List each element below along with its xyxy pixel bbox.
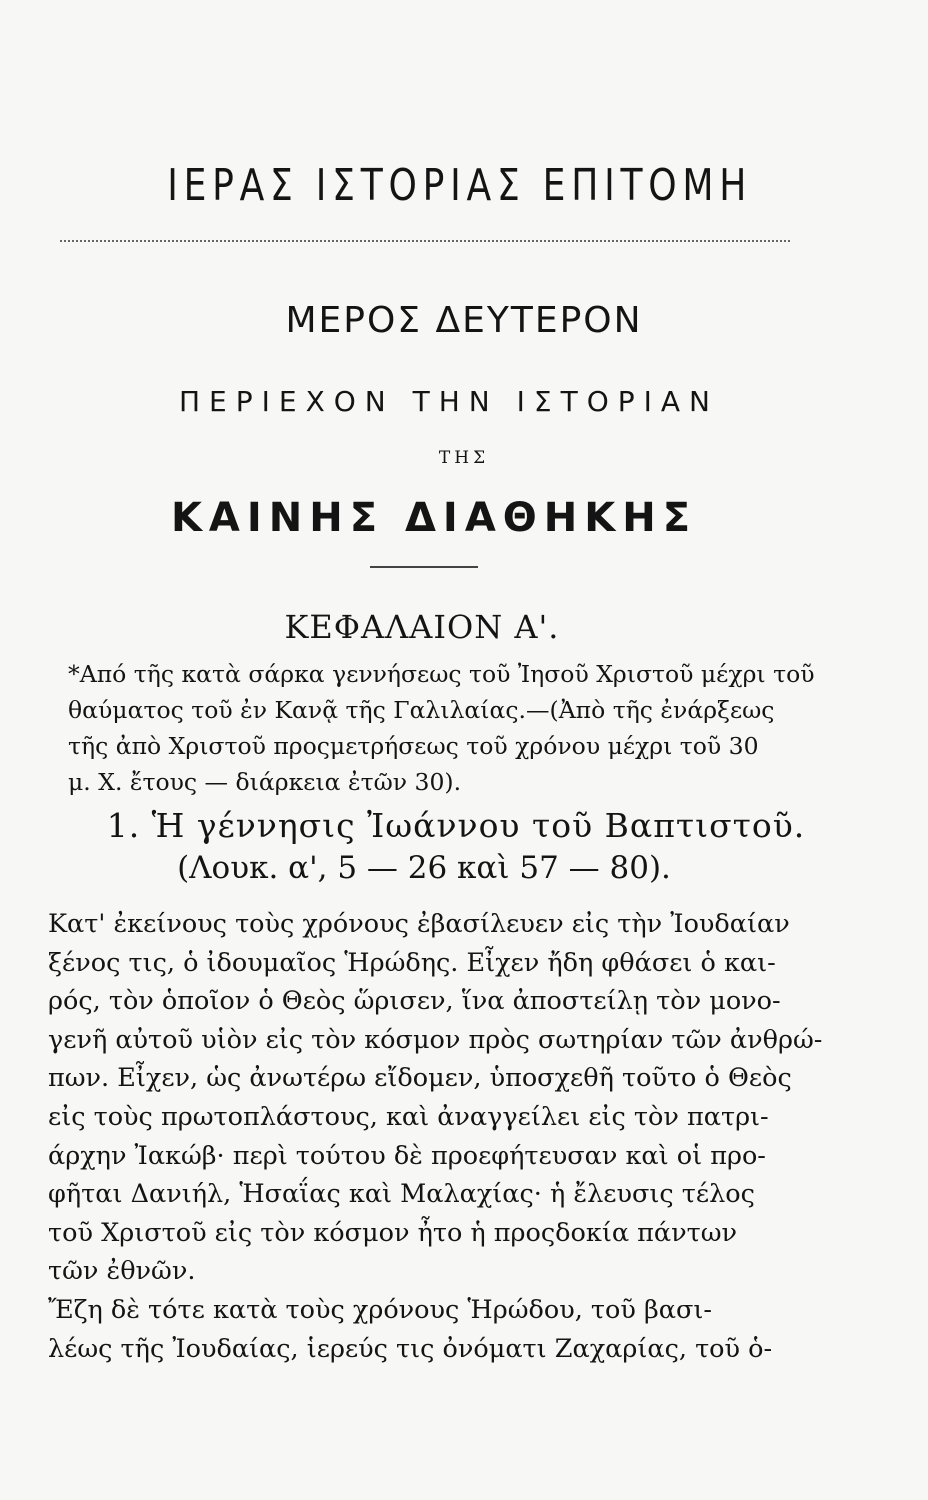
body-line: τοῦ Χριστοῦ εἰς τὸν κόσμον ἦτο ἡ προςδοκία πάντων xyxy=(48,1217,738,1248)
body-line: εἰς τοὺς πρωτοπλάστους, καὶ ἀναγγείλει εἰς τὸν πατρι- xyxy=(48,1101,769,1132)
section-reference: (Λουκ. α', 5 — 26 καὶ 57 — 80). xyxy=(177,850,671,886)
body-line: άρχην Ἰακώβ· περὶ τούτου δὲ προεφήτευσαν καὶ οἱ προ- xyxy=(48,1140,766,1171)
chapter-title: ΚΕΦΑΛΑΙΟΝ Α'. xyxy=(284,608,560,646)
chapter-summary xyxy=(68,656,828,800)
body-line: Κατ' ἐκείνους τοὺς χρόνους ἐβασίλευεν εἰς τὴν Ἰουδαίαν xyxy=(48,909,790,939)
body-line: ξένος τις, ὁ ἰδουμαῖος Ἡρώδης. Εἶχεν ἤδη φθάσει ὁ και- xyxy=(48,947,776,978)
body-line: φῆται Δανιήλ, Ἡσαΐας καὶ Μαλαχίας· ἡ ἔλευσις τέλος xyxy=(48,1179,755,1210)
body-line: γενῆ αὐτοῦ υἱὸν εἰς τὸν κόσμον πρὸς σωτηρίαν τῶν ἀνθρώ- xyxy=(48,1024,823,1055)
summary-line: θαύματος τοῦ ἐν Κανᾷ τῆς Γαλιλαίας.—(Ἀπὸ τῆς ἐνάρξεως xyxy=(68,696,775,724)
summary-line: *Από τῆς κατὰ σάρκα γεννήσεως τοῦ Ἰησοῦ Χριστοῦ μέχρι τοῦ xyxy=(68,660,815,688)
body-line: Ἔζη δὲ τότε κατὰ τοὺς χρόνους Ἡρώδου, τοῦ βασι- xyxy=(48,1294,712,1325)
book-title: ΙΕΡΑΣ ΙΣΤΟΡΙΑΣ ΕΠΙΤΟΜΗ xyxy=(167,160,753,211)
short-divider xyxy=(370,566,478,568)
testament-heading: ΚΑΙΝΗΣ ΔΙΑΘΗΚΗΣ xyxy=(170,495,698,541)
section-heading: 1. Ἡ γέννησις Ἰωάννου τοῦ Βαπτιστοῦ. xyxy=(106,806,806,845)
summary-line: μ. Χ. ἔτους — διάρκεια ἐτῶν 30). xyxy=(68,768,462,796)
body-line: πων. Εἶχεν, ὡς ἀνωτέρω εἴδομεν, ὑποσχεθῆ τοῦτο ὁ Θεὸς xyxy=(48,1063,792,1094)
body-line: λέως τῆς Ἰουδαίας, ἱερεύς τις ὀνόματι Ζαχαρίας, τοῦ ὁ- xyxy=(48,1333,773,1364)
body-text xyxy=(48,905,823,1368)
contains-heading: ΠΕΡΙΕΧΟΝ ΤΗΝ ΙΣΤΟΡΙΑΝ xyxy=(179,385,719,418)
part-heading: ΜΕΡΟΣ ΔΕΥΤΕΡΟΝ xyxy=(285,300,643,341)
summary-line: τῆς ἀπὸ Χριστοῦ προςμετρήσεως τοῦ χρόνου μέχρι τοῦ 30 xyxy=(68,732,759,760)
of-heading: ΤΗΣ xyxy=(438,448,490,468)
dotted-divider xyxy=(60,240,790,242)
body-line: ρός, τὸν ὁποῖον ὁ Θεὸς ὥρισεν, ἵνα ἀποστείλῃ τὸν μονο- xyxy=(48,986,781,1017)
body-line: τῶν ἐθνῶν. xyxy=(48,1256,196,1287)
